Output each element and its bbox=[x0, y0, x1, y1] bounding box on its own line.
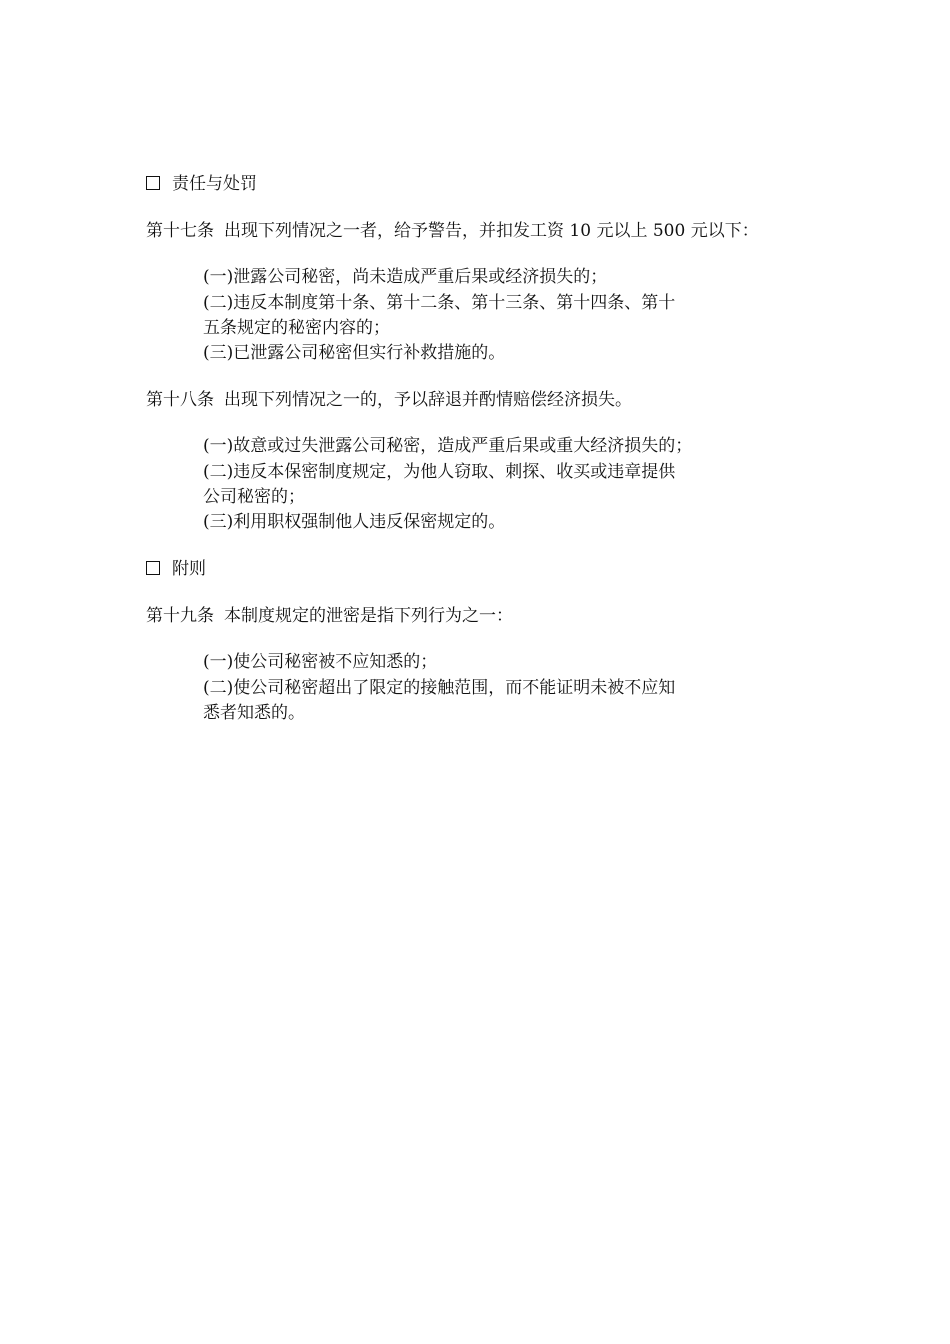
list-item-continuation: 悉者知悉的。 bbox=[203, 703, 305, 723]
article-17 bbox=[146, 219, 759, 243]
section-heading bbox=[146, 172, 257, 196]
list-item-continuation: 公司秘密的； bbox=[203, 487, 305, 507]
article-19 bbox=[146, 604, 513, 628]
article-number: 第十九条 bbox=[146, 606, 214, 626]
list-item: (一)泄露公司秘密，尚未造成严重后果或经济损失的； bbox=[203, 267, 608, 287]
section-heading bbox=[146, 557, 206, 581]
article-number: 第十八条 bbox=[146, 390, 214, 410]
list-item: (三)已泄露公司秘密但实行补救措施的。 bbox=[203, 343, 506, 363]
article-number: 第十七条 bbox=[146, 221, 214, 241]
article-18 bbox=[146, 388, 632, 412]
article-text: 出现下列情况之一者，给予警告，并扣发工资 10 元以上 500 元以下： bbox=[224, 221, 759, 241]
checkbox-square-icon bbox=[146, 176, 160, 190]
list-item: (二)使公司秘密超出了限定的接触范围，而不能证明未被不应知 bbox=[203, 678, 676, 698]
list-item: (一)故意或过失泄露公司秘密，造成严重后果或重大经济损失的； bbox=[203, 436, 693, 456]
section-heading-text: 责任与处罚 bbox=[172, 174, 257, 194]
article-text: 本制度规定的泄密是指下列行为之一： bbox=[224, 606, 513, 626]
list-item: (二)违反本制度第十条、第十二条、第十三条、第十四条、第十 bbox=[203, 293, 676, 313]
list-item: (三)利用职权强制他人违反保密规定的。 bbox=[203, 512, 506, 532]
checkbox-square-icon bbox=[146, 561, 160, 575]
article-text: 出现下列情况之一的，予以辞退并酌情赔偿经济损失。 bbox=[224, 390, 632, 410]
section-heading-text: 附则 bbox=[172, 559, 206, 579]
list-item: (一)使公司秘密被不应知悉的； bbox=[203, 652, 438, 672]
list-item: (二)违反本保密制度规定，为他人窃取、刺探、收买或违章提供 bbox=[203, 462, 676, 482]
list-item-continuation: 五条规定的秘密内容的； bbox=[203, 318, 390, 338]
